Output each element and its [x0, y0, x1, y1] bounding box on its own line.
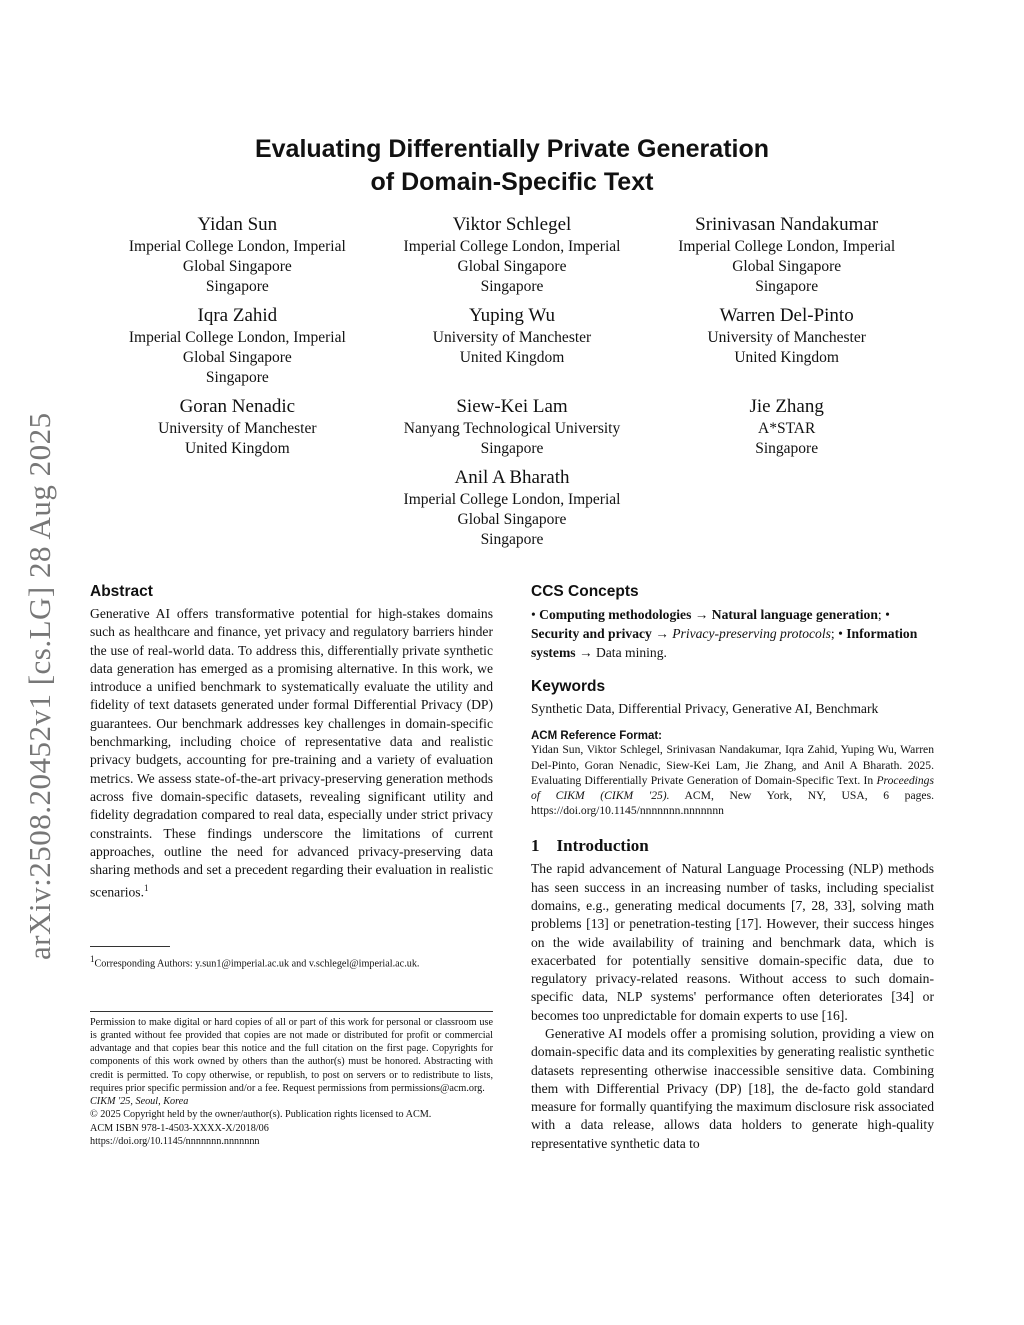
author-affiliation: Imperial College London, Imperial [403, 491, 621, 508]
permission-text: Permission to make digital or hard copies of all or part of this work for personal or classroom use is granted without fee provided that copies are not made or distributed for profit or commercial advantage and that copies bear this notice and the full citation on the first page. Copyrights for components of this work owned by others than the author(s) must be honored. Abstracting with credit is permitted. To copy otherwise, or republish, to post on servers or to redistribute to lists, requires prior specific permission and/or a fee. Request permissions from permissions@acm.org. [90, 1016, 493, 1094]
author-name: Jie Zhang [749, 396, 824, 417]
ccs-term: Computing methodologies [539, 607, 692, 622]
author-name: Goran Nenadic [179, 396, 296, 417]
author-country: Singapore [755, 440, 819, 457]
abstract-body: Generative AI offers transformative potential for high-stakes domains such as healthcare and finance, yet privacy and regulatory barriers hinder the use of real-world data. To address this, differentially private synthetic data generation has emerged as a promising alternative. In this work, we introduce a unified benchmark to systematically evaluate the utility and fidelity of text datasets generated under formal Differential Privacy (DP) guarantees. Our benchmark addresses key challenges in domain-specific benchmarking, including choice of representative data and realistic privacy budgets, accounting for pre-training and a variety of evaluation metrics. We assess state-of-the-art privacy-preserving generation methods across five domain-specific datasets, revealing significant utility and fidelity degradation compared to real data, especially under strict privacy constraints. These findings underscore the limitations of current approaches, outline the need for advanced privacy-preserving data sharing methods and set a precedent regarding their evaluation in realistic scenarios. [90, 606, 493, 900]
permission-block [90, 1011, 493, 1148]
author-card [375, 395, 650, 459]
intro-heading: 1 Introduction [531, 836, 649, 856]
title-line-2: of Domain-Specific Text [370, 168, 654, 196]
acm-ref-proceedings: Proceedings of CIKM (CIKM '25). [531, 773, 934, 802]
author-card [649, 304, 924, 388]
author-card [649, 395, 924, 459]
author-name: Yuping Wu [469, 305, 555, 326]
acm-ref-text [531, 742, 934, 818]
author-affiliation: Global Singapore [457, 258, 567, 275]
author-affiliation: Global Singapore [457, 511, 567, 528]
author-affiliation: Imperial College London, Imperial [128, 329, 346, 346]
author-country: United Kingdom [185, 440, 290, 457]
footnote [90, 953, 493, 971]
author-country: United Kingdom [734, 349, 839, 366]
ccs-term: Privacy-preserving protocols [672, 626, 831, 641]
ccs-heading: CCS Concepts [531, 583, 639, 600]
author-card [374, 466, 650, 550]
author-country: Singapore [480, 440, 544, 457]
author-name: Anil A Bharath [454, 467, 570, 488]
acm-ref-rest: ACM, New York, NY, USA, 6 pages. https://doi.org/10.1145/nnnnnnn.nnnnnnn [531, 788, 934, 818]
author-name: Iqra Zahid [197, 305, 278, 326]
author-affiliation: Imperial College London, Imperial [128, 238, 346, 255]
author-name: Viktor Schlegel [452, 214, 572, 235]
right-column [531, 583, 934, 1153]
author-affiliation: Global Singapore [182, 258, 292, 275]
author-country: Singapore [755, 278, 819, 295]
abstract-heading: Abstract [90, 583, 153, 600]
author-affiliation: Imperial College London, Imperial [678, 238, 896, 255]
doi-link[interactable]: https://doi.org/10.1145/nnnnnnn.nnnnnnn [90, 1135, 260, 1147]
acm-ref-authors: Yidan Sun, Viktor Schlegel, Srinivasan Nandakumar, Iqra Zahid, Yuping Wu, Warren Del-Pinto, Goran Nenadic, Siew-Kei Lam, Jie Zhang, and Anil A Bharath. 2025. Evaluating Differentially Private Generation of Domain-Specific Text. In [531, 743, 934, 787]
author-affiliation: Nanyang Technological University [403, 420, 621, 437]
left-column [90, 583, 493, 1148]
author-affiliation: University of Manchester [432, 329, 592, 346]
isbn: ACM ISBN 978-1-4503-XXXX-X/2018/06 [90, 1122, 269, 1134]
paper-title [0, 133, 1024, 199]
footnote-text: Corresponding Authors: y.sun1@imperial.ac.uk and v.schlegel@imperial.ac.uk. [94, 958, 420, 970]
author-name: Warren Del-Pinto [719, 305, 854, 326]
ccs-term: Information systems [531, 626, 918, 660]
intro-paragraph-1: The rapid advancement of Natural Language Processing (NLP) methods has seen success in an increasing number of tasks, including specialist domains, e.g., generating medical documents [7, 28, 33], solving math problems [13] or penetration-testing [17]. However, their success hinges on the wide availability of training and benchmark data, which is exacerbated for potentially sensitive domain-specific data, due to regulatory privacy-related reasons. Without access to such domain-specific data, NLP systems' performance often deteriorates [34] or becomes too unpredictable for domain experts to use [16]. [531, 861, 934, 1023]
author-affiliation: Global Singapore [732, 258, 842, 275]
abstract-text [90, 605, 493, 902]
author-affiliation: University of Manchester [158, 420, 317, 437]
keywords-heading: Keywords [531, 678, 606, 695]
author-card [375, 304, 650, 388]
author-card [100, 213, 375, 297]
footnote-marker: 1 [143, 883, 149, 894]
author-name: Siew-Kei Lam [456, 396, 568, 417]
ccs-term: Data mining. [595, 645, 667, 660]
acm-ref-heading: ACM Reference Format: [531, 730, 662, 743]
author-name: Yidan Sun [197, 214, 278, 235]
author-country: United Kingdom [459, 349, 565, 366]
ccs-term: Security and privacy [531, 626, 652, 641]
arxiv-stamp: arXiv:2508.20452v1 [cs.LG] 28 Aug 2025 [22, 412, 57, 960]
copyright: © 2025 Copyright held by the owner/author(s). Publication rights licensed to ACM. [90, 1109, 432, 1121]
intro-paragraph-2: Generative AI models offer a promising solution, providing a view on domain-specific data and its complexities by generating realistic synthetic datasets representing otherwise inaccessible sensitive data. Combining them with Differential Privacy (DP) [18], the de-facto gold standard measure for formally quantifying the maximum disclosure risk associated with a data release, allows data holders to generate high-quality representative synthetic data to [531, 1025, 934, 1151]
author-country: Singapore [480, 278, 544, 295]
author-name: Srinivasan Nandakumar [695, 214, 879, 235]
author-card [100, 304, 375, 388]
footnote-rule [90, 946, 170, 947]
venue: CIKM '25, Seoul, Korea [90, 1096, 189, 1108]
title-line-1: Evaluating Differentially Private Generation [254, 135, 770, 163]
keywords-text: Synthetic Data, Differential Privacy, Generative AI, Benchmark [531, 701, 879, 716]
footnote-number: 1 [90, 954, 95, 965]
author-country: Singapore [480, 531, 544, 548]
author-affiliation: A*STAR [758, 420, 816, 437]
ccs-concepts: • Computing methodologies → Natural language generation; • Security and privacy → Privacy-preserving protocols; • Information systems → Data mining. [531, 607, 918, 660]
author-block [100, 213, 924, 557]
author-affiliation: Global Singapore [182, 349, 292, 366]
author-country: Singapore [205, 369, 269, 386]
author-card [375, 213, 650, 297]
author-country: Singapore [205, 278, 269, 295]
author-card [649, 213, 924, 297]
author-card [100, 395, 375, 459]
author-affiliation: University of Manchester [707, 329, 866, 346]
ccs-term: Natural language generation [711, 607, 878, 622]
author-affiliation: Imperial College London, Imperial [403, 238, 621, 255]
